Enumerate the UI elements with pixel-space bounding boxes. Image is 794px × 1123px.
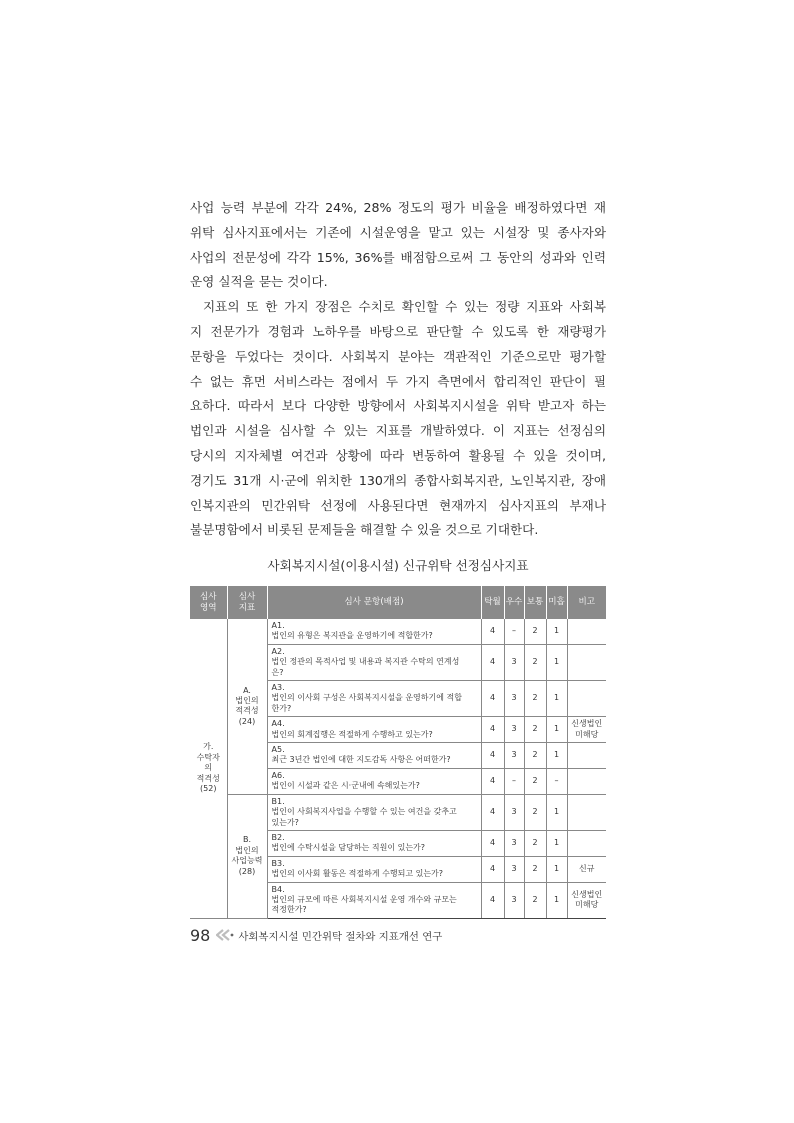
text-line: 당시의 지자체별 여건과 상황에 따라 변동하여 활용될 수 있을 것이며, <box>190 447 606 463</box>
question-code: A3. <box>271 683 285 693</box>
score-cell: 2 <box>524 830 546 856</box>
remark-cell <box>567 743 606 769</box>
score-cell: 4 <box>481 768 504 794</box>
remark-cell: 신생법인 미해당 <box>567 717 606 743</box>
header-indicator: 심사 지표 <box>227 586 267 619</box>
question-text: 법인이 사회복지사업을 수행할 수 있는 여건을 갖추고 있는가? <box>271 807 457 827</box>
question-text: 법인 정관의 목적사업 및 내용과 복지관 수탁의 연계성은? <box>271 657 460 677</box>
question-code: A5. <box>271 745 285 755</box>
question-cell <box>267 794 481 830</box>
score-cell: – <box>504 619 524 644</box>
score-cell: 4 <box>481 856 504 882</box>
score-cell: 1 <box>546 717 567 743</box>
remark-cell <box>567 794 606 830</box>
remark-cell <box>567 830 606 856</box>
text-line: 요하다. 따라서 보다 다양한 방향에서 사회복지시설을 위탁 받고자 하는 <box>190 398 606 414</box>
score-cell: 3 <box>504 794 524 830</box>
table-row <box>190 619 606 644</box>
table-title: 사회복지시설(이용시설) 신규위탁 선정심사지표 <box>267 558 529 573</box>
score-cell: 4 <box>481 882 504 918</box>
remark-cell <box>567 681 606 717</box>
question-code: B2. <box>271 832 285 842</box>
score-cell: 4 <box>481 794 504 830</box>
score-cell: 2 <box>524 794 546 830</box>
question-text: 법인의 이사회 구성은 사회복지시설을 운영하기에 적합한가? <box>271 693 462 713</box>
header-remarks: 비고 <box>567 586 606 619</box>
text-line: 지표의 또 한 가지 장점은 수치로 확인할 수 있는 정량 지표와 사회복 <box>203 299 606 315</box>
question-code: A2. <box>271 646 285 656</box>
question-text: 법인의 이사회 활동은 적절하게 수행되고 있는가? <box>271 869 444 879</box>
score-cell: 3 <box>504 856 524 882</box>
double-chevron-left-icon <box>216 929 234 941</box>
score-cell: 2 <box>524 644 546 680</box>
text-line: 불분명함에서 비롯된 문제들을 해결할 수 있을 것으로 기대한다. <box>190 522 539 538</box>
score-cell: – <box>546 768 567 794</box>
question-cell <box>267 856 481 882</box>
text-line: 사업 능력 부분에 각각 24%, 28% 정도의 평가 비율을 배정하였다면 재 <box>190 200 606 215</box>
score-cell: 3 <box>504 830 524 856</box>
score-cell: 4 <box>481 830 504 856</box>
question-text: 법인이 시설과 같은 시·군내에 속해있는가? <box>271 781 420 791</box>
question-cell <box>267 619 481 644</box>
paragraph-1 <box>190 196 606 295</box>
header-question: 심사 문항(배점) <box>267 586 481 619</box>
score-cell: 1 <box>546 794 567 830</box>
score-cell: 3 <box>504 882 524 918</box>
header-fair: 보통 <box>524 586 546 619</box>
question-cell <box>267 743 481 769</box>
text-line: 인복지관의 민간위탁 선정에 사용된다면 현재까지 심사지표의 부재나 <box>190 497 606 513</box>
page-number: 98 <box>190 925 211 945</box>
text-line: 법인과 시설을 심사할 수 있는 지표를 개발하였다. 이 지표는 선정심의 <box>190 423 606 439</box>
score-cell: 3 <box>504 644 524 680</box>
score-cell: 3 <box>504 743 524 769</box>
question-code: B1. <box>271 796 285 806</box>
question-cell <box>267 717 481 743</box>
score-cell: 1 <box>546 644 567 680</box>
question-code: A1. <box>271 621 285 630</box>
running-title: 사회복지시설 민간위탁 절차와 지표개선 연구 <box>238 930 443 943</box>
score-cell: 2 <box>524 681 546 717</box>
question-code: A6. <box>271 770 285 780</box>
indicator-cell: A. 법인의 적격성 (24) <box>227 619 267 794</box>
table-header-row <box>190 586 606 619</box>
score-cell: 1 <box>546 882 567 918</box>
question-text: 법인의 규모에 따른 사회복지시설 운영 개수와 규모는 적정한가? <box>271 894 457 915</box>
paragraph-2 <box>190 295 606 543</box>
header-excellent: 탁월 <box>481 586 504 619</box>
score-cell: 4 <box>481 619 504 644</box>
score-cell: 2 <box>524 743 546 769</box>
header-poor: 미흡 <box>546 586 567 619</box>
remark-cell: 신생법인 미해당 <box>567 882 606 918</box>
body-text <box>190 196 606 543</box>
score-cell: 1 <box>546 830 567 856</box>
remark-cell <box>567 619 606 644</box>
score-cell: 1 <box>546 743 567 769</box>
text-line: 위탁 심사지표에서는 기존에 시설운영을 맡고 있는 시설장 및 종사자와 <box>190 224 606 240</box>
score-cell: – <box>504 768 524 794</box>
header-good: 우수 <box>504 586 524 619</box>
score-cell: 1 <box>546 681 567 717</box>
question-text: 법인의 회계집행은 적절하게 수행하고 있는가? <box>271 729 433 739</box>
area-cell: 가. 수탁자의 적격성 (52) <box>190 619 227 918</box>
score-cell: 4 <box>481 644 504 680</box>
question-cell <box>267 768 481 794</box>
remark-cell: 신규 <box>567 856 606 882</box>
question-code: B3. <box>271 858 285 868</box>
question-text: 법인에 수탁시설을 담당하는 직원이 있는가? <box>271 843 426 853</box>
score-cell: 4 <box>481 743 504 769</box>
header-area: 심사 영역 <box>190 586 227 619</box>
score-cell: 4 <box>481 717 504 743</box>
question-code: A4. <box>271 719 285 729</box>
score-cell: 3 <box>504 717 524 743</box>
question-cell <box>267 830 481 856</box>
question-text: 최근 3년간 법인에 대한 지도감독 사항은 어떠한가? <box>271 755 451 765</box>
remark-cell <box>567 768 606 794</box>
indicator-cell: B. 법인의 사업능력 (28) <box>227 794 267 918</box>
score-cell: 2 <box>524 882 546 918</box>
score-cell: 2 <box>524 768 546 794</box>
question-cell <box>267 644 481 680</box>
page-footer <box>190 924 610 946</box>
text-line: 수 없는 휴먼 서비스라는 점에서 두 가지 측면에서 합리적인 판단이 필 <box>190 373 606 389</box>
text-line: 운영 실적을 묻는 것이다. <box>190 274 328 290</box>
score-cell: 1 <box>546 619 567 644</box>
score-cell: 4 <box>481 681 504 717</box>
score-cell: 3 <box>504 681 524 717</box>
score-cell: 2 <box>524 717 546 743</box>
question-text: 법인의 유형은 복지관을 운영하기에 적합한가? <box>271 631 433 641</box>
question-cell <box>267 681 481 717</box>
text-line: 지 전문가가 경험과 노하우를 바탕으로 판단할 수 있도록 한 재량평가 <box>190 323 606 339</box>
text-line: 사업의 전문성에 각각 15%, 36%를 배점함으로써 그 동안의 성과와 인력 <box>190 249 606 265</box>
table-row <box>190 794 606 830</box>
remark-cell <box>567 644 606 680</box>
score-cell: 1 <box>546 856 567 882</box>
score-cell: 2 <box>524 619 546 644</box>
question-code: B4. <box>271 884 285 894</box>
score-cell: 2 <box>524 856 546 882</box>
text-line: 경기도 31개 시·군에 위치한 130개의 종합사회복지관, 노인복지관, 장애 <box>190 472 606 488</box>
text-line: 문항을 두었다는 것이다. 사회복지 분야는 객관적인 기준으로만 평가할 <box>190 348 606 364</box>
criteria-table <box>190 586 606 919</box>
question-cell <box>267 882 481 918</box>
